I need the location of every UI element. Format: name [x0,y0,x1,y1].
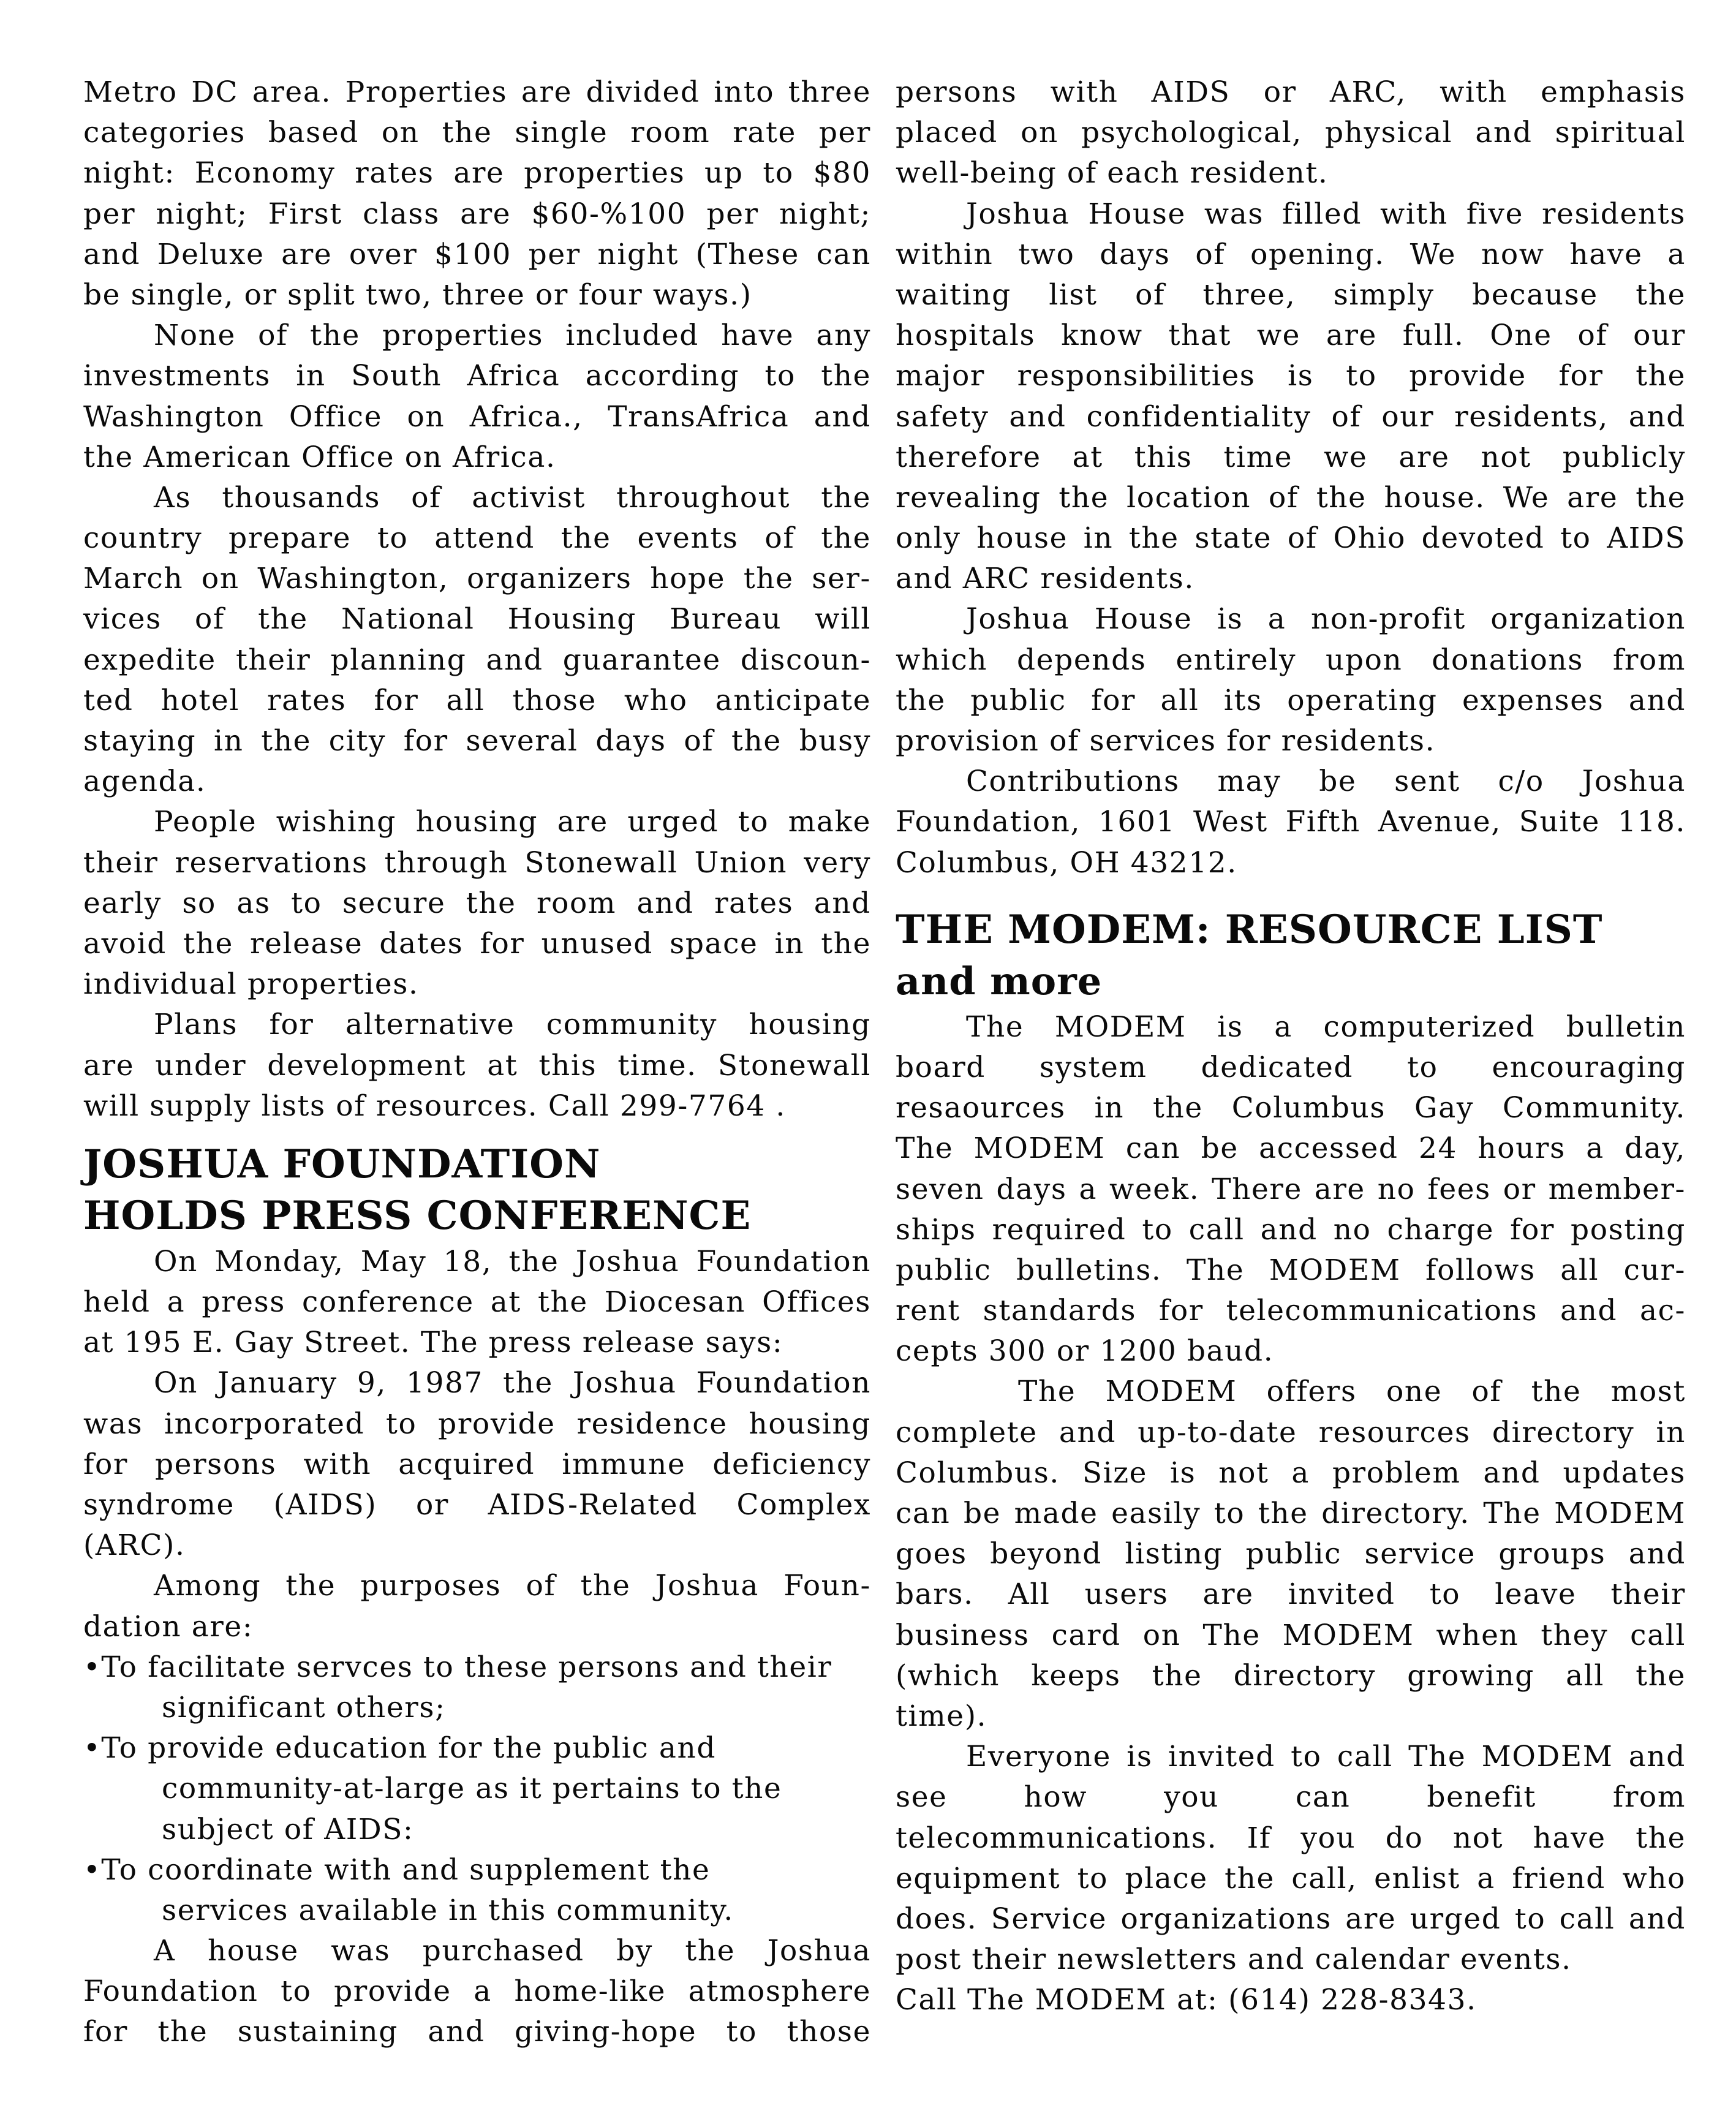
text-line: subject of AIDS: [162,1812,414,1846]
text-line: major responsibilities is to provide for the [896,359,1686,393]
paragraph [896,761,1686,883]
text-line: Among the purposes of the Joshua Foun- [154,1569,871,1603]
text-line: Metro DC area. Properties are divided into three [83,75,871,109]
bullet-icon: • [83,1731,102,1766]
text-line: their reservations through Stonewall Union very [83,845,871,880]
text-line: categories based on the single room rate per [83,116,871,150]
text-line: (ARC). [83,1528,186,1563]
text-line: public bulletins. The MODEM follows all cur- [896,1253,1686,1287]
headline-line: HOLDS PRESS CONFERENCE [83,1192,752,1239]
text-line: March on Washington, organizers hope the ser- [83,562,871,596]
paragraph [896,1372,1686,1737]
text-line: rent standards for telecommunications and ac- [896,1294,1686,1328]
text-line: for persons with acquired immune deficiency [83,1447,871,1481]
text-line: avoid the release dates for unused space in the [83,926,871,961]
text-line: The MODEM can be accessed 24 hours a day, [896,1132,1686,1166]
text-line: be single, or split two, three or four ways.) [83,278,752,312]
text-line: Everyone is invited to call The MODEM and [966,1740,1686,1774]
text-line: services available in this community. [162,1893,734,1927]
text-line: therefore at this time we are not publicly [896,440,1686,474]
bullet-icon: • [83,1853,102,1887]
paragraph [83,1566,871,1647]
list-item [83,1647,871,1728]
paragraph [83,1931,871,2053]
text-line: time). [896,1699,987,1733]
text-line: complete and up-to-date resources directory in [896,1415,1686,1449]
paragraph [896,72,1686,194]
text-line: does. Service organizations are urged to call and [896,1902,1686,1936]
paragraph [896,1737,1686,1980]
text-line: Foundation, 1601 West Fifth Avenue, Suite 118. [896,805,1686,839]
text-line: significant others; [162,1690,446,1725]
paragraph [83,1363,871,1566]
paragraph [83,1005,871,1127]
text-line: seven days a week. There are no fees or member- [896,1172,1686,1206]
text-line: are under development at this time. Stonewall [83,1048,871,1082]
text-line: and ARC residents. [896,562,1194,596]
text-line: None of the properties included have any [154,319,871,353]
text-line: was incorporated to provide residence housing [83,1407,871,1441]
text-line: can be made easily to the directory. The MODEM [896,1497,1686,1530]
list-item [83,1850,871,1931]
text-line: The MODEM is a computerized bulletin [966,1010,1686,1044]
text-line: dation are: [83,1609,254,1644]
text-line: agenda. [83,765,206,799]
hotel-article-continued [83,72,871,1127]
text-line: for the sustaining and giving-hope to those [83,2015,871,2049]
text-line: syndrome (AIDS) or AIDS-Related Complex [83,1488,871,1522]
text-line: •To provide education for the public and [83,1731,717,1766]
text-line: see how you can benefit from [896,1780,1686,1815]
text-line: •To facilitate servces to these persons and their [83,1650,832,1684]
headline-line: JOSHUA FOUNDATION [83,1141,601,1187]
modem-phone-line: Call The MODEM at: (614) 228-8343. [896,1983,1477,2017]
text-line: Columbus. Size is not a problem and updates [896,1456,1686,1490]
text-line: placed on psychological, physical and spiritual [896,116,1686,150]
text-line: vices of the National Housing Bureau will [83,602,871,637]
text-line: revealing the location of the house. We are the [896,480,1686,515]
text-line: telecommunications. If you do not have the [896,1821,1686,1855]
text-line: hospitals know that we are full. One of our [896,319,1686,353]
text-line: which depends entirely upon donations from [896,643,1686,677]
text-line: community-at-large as it pertains to the [162,1772,782,1806]
text-line: bars. All users are invited to leave their [896,1577,1686,1612]
text-line: ted hotel rates for all those who anticipate [83,683,871,717]
text-line: per night; First class are $60-%100 per night; [83,197,871,231]
text-line: and Deluxe are over $100 per night (These can [83,237,871,271]
text-line: country prepare to attend the events of the [83,521,871,556]
text-line: the public for all its operating expenses and [896,683,1686,717]
text-line: As thousands of activist throughout the [154,480,871,515]
text-line: expedite their planning and guarantee discoun- [83,643,871,677]
headline-line: and more [896,958,1103,1003]
text-line: held a press conference at the Diocesan Offices [83,1285,871,1320]
text-line: Contributions may be sent c/o Joshua [966,765,1686,799]
paragraph [83,478,871,803]
text-line: will supply lists of resources. Call 299-7764 . [83,1089,786,1123]
joshua-article [83,1242,871,2053]
text-line: staying in the city for several days of the busy [83,724,871,758]
text-line: business card on The MODEM when they call [896,1618,1686,1652]
paragraph [896,194,1686,600]
text-line: the American Office on Africa. [83,440,556,474]
list-item [83,1728,871,1850]
text-line: goes beyond listing public service groups and [896,1537,1686,1571]
text-line: well-being of each resident. [896,156,1329,191]
text-line: Joshua House was filled with five residents [966,197,1686,231]
text-line: resaources in the Columbus Gay Community. [896,1091,1686,1125]
paragraph [896,599,1686,761]
text-line: (which keeps the directory growing all the [896,1658,1686,1693]
text-line: On January 9, 1987 the Joshua Foundation [154,1366,871,1400]
text-line: Plans for alternative community housing [154,1008,871,1042]
text-line: within two days of opening. We now have a [896,237,1686,271]
text-line: safety and confidentiality of our residents, and [896,399,1686,434]
text-line: cepts 300 or 1200 baud. [896,1334,1274,1369]
modem-headline [896,904,1686,1007]
text-line: Foundation to provide a home-like atmosphere [83,1974,871,2009]
text-line: waiting list of three, simply because the [896,278,1686,312]
text-line: board system dedicated to encouraging [896,1050,1686,1084]
text-line: ships required to call and no charge for posting [896,1212,1686,1247]
left-column [83,72,871,2053]
text-line: post their newsletters and calendar events. [896,1943,1572,1977]
paragraph [896,1007,1686,1372]
text-line: People wishing housing are urged to make [154,805,871,839]
text-line: On Monday, May 18, the Joshua Foundation [154,1244,871,1279]
joshua-article-continued [896,72,1686,883]
right-column [896,72,1686,2020]
text-line: at 195 E. Gay Street. The press release says: [83,1326,783,1360]
bullet-icon: • [83,1650,102,1684]
paragraph [83,1242,871,1364]
paragraph [83,315,871,478]
text-line: Washington Office on Africa., TransAfrica and [83,399,871,434]
text-line: Joshua House is a non-profit organization [966,602,1686,637]
text-line: provision of services for residents. [896,724,1436,758]
text-line: Columbus, OH 43212. [896,845,1237,880]
paragraph [83,72,871,315]
text-line: only house in the state of Ohio devoted to AIDS [896,521,1686,556]
modem-article [896,1007,1686,2021]
text-line: equipment to place the call, enlist a friend who [896,1861,1686,1895]
text-line: night: Economy rates are properties up to $80 [83,156,871,191]
joshua-headline [83,1139,871,1242]
text-line: individual properties. [83,967,419,1002]
text-line: persons with AIDS or ARC, with emphasis [896,75,1686,109]
text-line: investments in South Africa according to the [83,359,871,393]
text-line: early so as to secure the room and rates and [83,886,871,920]
text-line: A house was purchased by the Joshua [154,1934,871,1968]
text-line: The MODEM offers one of the most [1018,1375,1686,1409]
paragraph [83,802,871,1005]
headline-line: THE MODEM: RESOURCE LIST [896,906,1603,953]
text-line: •To coordinate with and supplement the [83,1853,711,1887]
purposes-list [83,1647,871,1931]
